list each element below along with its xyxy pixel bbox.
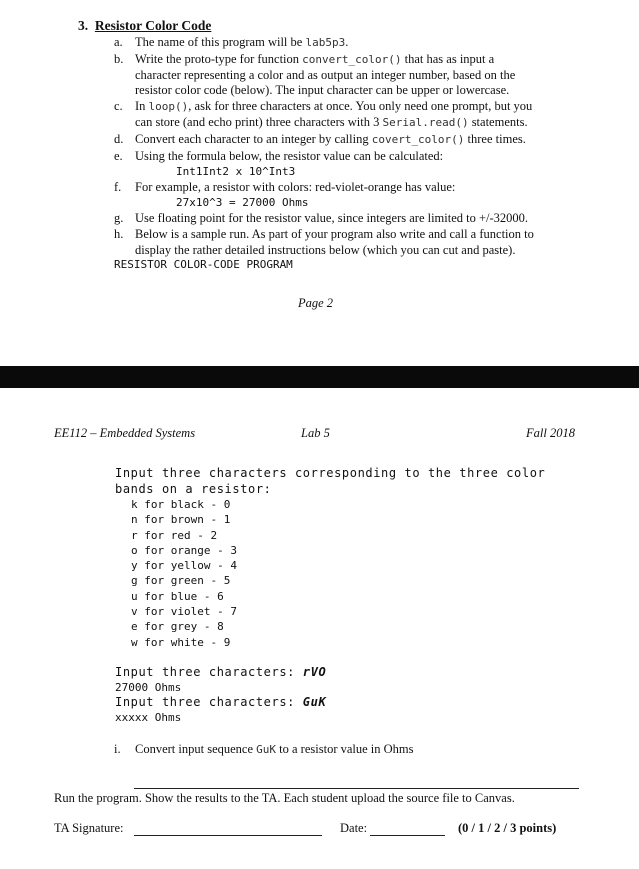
instruction-line-1: Input three characters corresponding to the three color (115, 466, 546, 480)
input-sequence-code: GuK (256, 743, 277, 756)
run-instruction: Run the program. Show the results to the TA. Each student upload the source file to Canvas. (54, 791, 515, 805)
item-text: Convert each character to an integer by calling (135, 132, 372, 146)
item-text: statements. (468, 114, 528, 129)
color-code-item: r for red - 2 (131, 528, 218, 542)
page-separator (0, 366, 639, 388)
color-code-item: y for yellow - 4 (131, 559, 237, 573)
document-page-upper (0, 0, 639, 352)
color-code-item: v for violet - 7 (131, 605, 237, 619)
item-text: display the rather detailed instructions below (which you can cut and paste). (135, 242, 516, 257)
header-lab: Lab 5 (301, 426, 330, 440)
color-code-item: n for brown - 1 (131, 513, 231, 527)
sample-run-1-result: 27000 Ohms (115, 681, 182, 694)
list-item-c (114, 99, 584, 131)
prompt-text: Input three characters: (115, 695, 303, 709)
item-text: In (135, 99, 149, 113)
list-marker: e. (114, 149, 123, 163)
list-marker: a. (114, 35, 123, 49)
prompt-text: Input three characters: (115, 665, 303, 679)
item-text: resistor color code (below). The input character can be upper or lowercase. (135, 83, 510, 97)
date-line (370, 835, 445, 836)
color-code-item: k for black - 0 (131, 498, 231, 511)
color-code-item: w for white - 9 (131, 635, 231, 649)
item-text: Convert input sequence (135, 742, 257, 756)
example-calculation: 27x10^3 = 27000 Ohms (176, 196, 309, 209)
color-code-item: o for orange - 3 (131, 543, 237, 557)
color-code-item: e for grey - 8 (131, 620, 224, 634)
list-marker: i. (114, 742, 121, 756)
item-text: , ask for three characters at once. You only need one prompt, but you (188, 99, 533, 113)
color-code-item: u for blue - 6 (131, 589, 224, 603)
ta-signature-label: TA Signature: (54, 821, 124, 835)
list-marker: b. (114, 52, 124, 66)
sample-run-1-prompt (115, 665, 326, 679)
item-text: For example, a resistor with colors: red-violet-orange has value: (135, 180, 456, 194)
item-text: Below is a sample run. As part of your program also write and call a function to (135, 227, 534, 241)
resistor-formula: Int1Int2 x 10^Int3 (176, 165, 296, 178)
loop-code: loop() (148, 100, 189, 113)
user-input: GuK (302, 695, 327, 709)
color-code-list (131, 497, 237, 650)
item-text: three times. (464, 132, 526, 146)
section-heading (78, 18, 211, 34)
header-term: Fall 2018 (526, 426, 575, 440)
signature-line (134, 835, 322, 836)
item-text: . (345, 35, 349, 49)
answer-line (134, 788, 579, 789)
list-marker: h. (114, 227, 124, 241)
function-name-code: convert_color() (302, 53, 402, 66)
item-text: Using the formula below, the resistor value can be calculated: (135, 149, 444, 163)
program-banner: RESISTOR COLOR-CODE PROGRAM (114, 258, 293, 271)
color-code-item: g for green - 5 (131, 574, 231, 588)
sample-run-2-prompt (115, 695, 326, 709)
item-text: to a resistor value in Ohms (276, 742, 414, 756)
list-item-b (114, 52, 584, 100)
item-text: character representing a color and as output an integer number, based on the (135, 67, 516, 82)
item-text: can store (and echo print) three characters with 3 (135, 114, 383, 129)
points-label: (0 / 1 / 2 / 3 points) (458, 821, 557, 835)
user-input: rVO (302, 665, 327, 679)
item-text: The name of this program will be (135, 35, 306, 49)
item-text: that has as input a (401, 52, 495, 66)
list-marker: d. (114, 132, 124, 146)
list-marker: c. (114, 99, 123, 113)
serial-read-code: Serial.read() (382, 115, 469, 129)
instruction-line-2: bands on a resistor: (115, 482, 272, 496)
header-course: EE112 – Embedded Systems (54, 426, 196, 440)
program-name-code: lab5p3 (305, 36, 346, 49)
item-text: Write the proto-type for function (135, 52, 303, 66)
function-call-code: covert_color() (371, 133, 465, 146)
section-title: Resistor Color Code (94, 18, 212, 33)
list-item-h (114, 227, 584, 259)
item-text: Use floating point for the resistor value, since integers are limited to +/-32000. (135, 211, 529, 225)
document-page-lower (0, 388, 639, 869)
section-number: 3. (78, 18, 89, 33)
sample-run-2-result: xxxxx Ohms (115, 711, 182, 724)
page-number: Page 2 (298, 296, 334, 310)
list-marker: f. (114, 180, 122, 194)
list-marker: g. (114, 211, 124, 225)
date-label: Date: (340, 821, 368, 835)
